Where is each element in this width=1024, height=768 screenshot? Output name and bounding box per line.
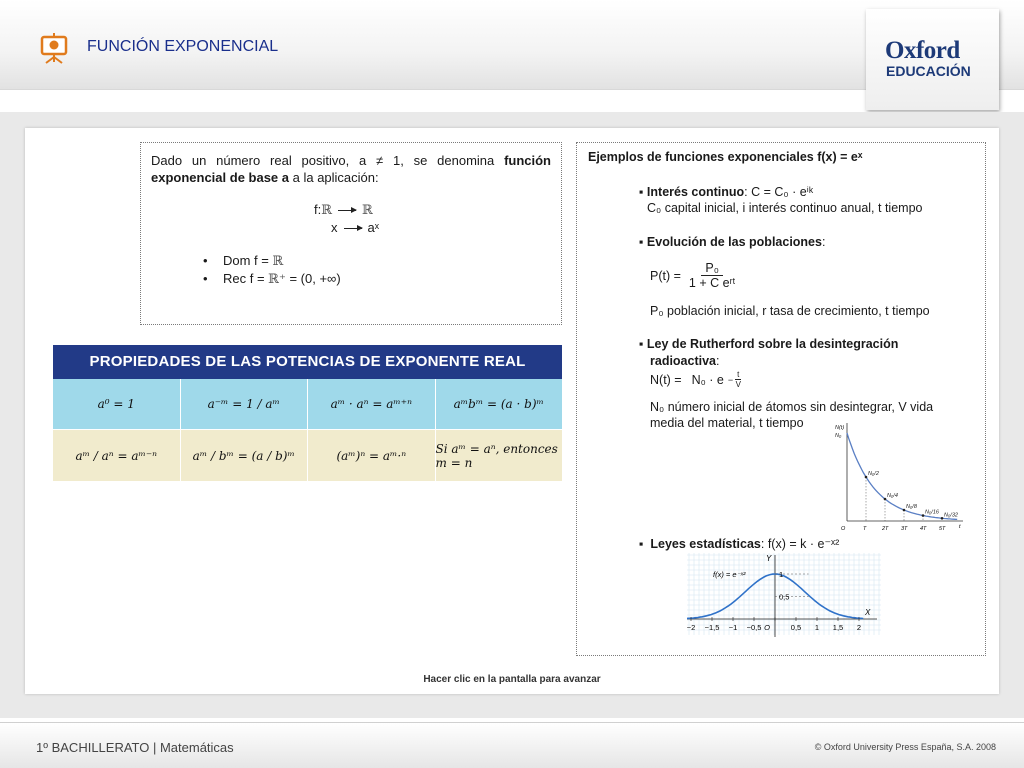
map-domain: ℝ	[321, 203, 333, 218]
nt-exp-den: V	[735, 380, 741, 389]
origin-label: O	[841, 526, 846, 532]
map-f-label: f:	[314, 202, 322, 217]
presentation-board-icon	[40, 32, 68, 64]
table-cell: aᵐ / bᵐ = (a / b)ᵐ	[181, 430, 309, 481]
point-label: N₀/8	[906, 504, 917, 510]
nt-exponent	[735, 370, 741, 389]
x-axis-label: X	[865, 608, 871, 617]
map-codomain: ℝ	[362, 203, 373, 218]
table-cell: Si aᵐ = aⁿ, entonces m = n	[435, 441, 558, 470]
x-tick-label: −1	[728, 623, 738, 632]
oxford-logo	[866, 9, 999, 110]
y-axis-label: N(t)	[835, 425, 845, 431]
map-ax: aˣ	[367, 220, 379, 235]
course-label: 1º BACHILLERATO | Matemáticas	[36, 740, 234, 755]
page-title: FUNCIÓN EXPONENCIAL	[87, 38, 279, 55]
gaussian-chart	[687, 553, 881, 645]
n0-label: N₀	[835, 433, 842, 439]
pt-formula	[650, 261, 735, 290]
rutherford-colon: :	[716, 354, 720, 368]
point-label: N₀/16	[925, 509, 939, 516]
point-label: N₀/4	[887, 493, 898, 499]
x-tick-label: 0,5	[790, 623, 802, 632]
x-tick-label: 3T	[901, 526, 908, 532]
leyes-formula: : f(x) = k · e⁻ˣ²	[760, 537, 840, 551]
point-label: N₀/32	[944, 512, 958, 519]
x-tick-label: 2T	[882, 526, 889, 532]
poblacion-colon: :	[821, 235, 826, 249]
rec-set: ℝ⁺	[268, 272, 286, 287]
table-cell: a⁰ = 1	[53, 379, 181, 430]
definition-text-post: a la aplicación:	[289, 170, 379, 185]
mapping-line-2	[331, 220, 379, 235]
x-tick-label: 1,5	[832, 623, 844, 632]
poblacion-label: Evolución de las poblaciones	[646, 235, 822, 249]
dom-value: ℝ	[272, 254, 284, 269]
logo-word: Oxford	[885, 37, 960, 64]
leyes-line	[639, 536, 839, 551]
interes-formula: : C = C₀ · eⁱᵏ	[744, 185, 814, 199]
pt-label: P(t) =	[650, 268, 681, 283]
table-cell: aᵐ · aⁿ = aᵐ⁺ⁿ	[308, 379, 436, 430]
rec-interval: = (0, +∞)	[289, 271, 341, 286]
copyright: © Oxford University Press España, S.A. 2008	[814, 742, 996, 752]
table-row	[53, 430, 562, 481]
map-x: x	[331, 220, 338, 235]
interes-label: Interés continuo	[646, 185, 745, 199]
poblacion-line	[639, 235, 825, 249]
x-tick-label: 5T	[939, 526, 946, 532]
table-cell: aᵐbᵐ = (a · b)ᵐ	[436, 379, 563, 430]
domain-range-list	[203, 252, 341, 288]
x-tick-label: 4T	[920, 526, 927, 532]
y-axis-label: Y	[766, 554, 772, 563]
definition-box	[140, 142, 562, 325]
examples-title: Ejemplos de funciones exponenciales f(x) = eˣ	[588, 150, 863, 164]
x-tick-label: −1,5	[704, 623, 720, 632]
arrow-right-icon	[344, 228, 362, 229]
poblacion-desc: P₀ población inicial, r tasa de crecimiento, t tiempo	[650, 304, 930, 318]
rec-label: Rec f =	[223, 271, 265, 286]
minus-sign: −	[727, 374, 734, 385]
mapping-line-1	[314, 202, 373, 218]
x-axis-label: t	[959, 524, 961, 530]
rutherford-label-2: radioactiva	[650, 354, 717, 368]
definition-text	[151, 152, 551, 186]
bullet-square-icon: ▪	[639, 235, 644, 249]
rutherford-desc-2: media del material, t tiempo	[650, 416, 804, 430]
bullet-square-icon: ▪	[639, 337, 644, 351]
data-point	[922, 514, 925, 517]
data-point	[884, 498, 887, 501]
data-point	[903, 509, 906, 512]
data-point	[865, 476, 868, 479]
nt-formula	[650, 370, 741, 389]
properties-table-heading: PROPIEDADES DE LAS POTENCIAS DE EXPONENTE REAL	[53, 345, 562, 379]
examples-box	[576, 142, 986, 656]
point-label: N₀/2	[868, 471, 879, 477]
nt-label: N(t) =	[650, 372, 682, 387]
arrow-right-icon	[338, 210, 356, 211]
x-tick-label: 1	[814, 623, 820, 632]
pt-numerator: P₀	[701, 261, 723, 276]
bullet-square-icon: ▪	[639, 537, 644, 551]
definition-text-bold: función exponencial de base a	[151, 153, 551, 185]
decay-curve	[847, 433, 957, 519]
x-tick-label: T	[863, 526, 867, 532]
table-cell: aᵐ / aⁿ = aᵐ⁻ⁿ	[53, 430, 181, 481]
bullet-square-icon: ▪	[639, 185, 644, 199]
nt-base: N₀ · e	[691, 372, 724, 387]
rutherford-label: Ley de Rutherford sobre la desintegración	[646, 337, 899, 351]
advance-hint[interactable]: Hacer clic en la pantalla para avanzar	[423, 674, 601, 685]
rutherford-desc-1: N₀ número inicial de átomos sin desintegrar, V vida	[650, 400, 934, 414]
pt-fraction	[689, 261, 735, 290]
x-tick-label: −2	[687, 623, 696, 632]
pt-denominator: 1 + C eʳᵗ	[688, 276, 736, 290]
logo-subtitle: EDUCACIÓN	[886, 63, 971, 79]
y-tick-label: 0,5	[779, 592, 790, 602]
list-item	[203, 270, 341, 288]
table-cell: a⁻ᵐ = 1 / aᵐ	[181, 379, 309, 430]
table-row	[53, 379, 562, 430]
list-item	[203, 252, 341, 270]
x-tick-label: −0,5	[746, 623, 762, 632]
x-tick-label: O	[764, 623, 770, 632]
nt-exp-num: t	[737, 370, 740, 379]
curve-legend: f(x) = e⁻ˣ²	[713, 570, 746, 579]
data-point	[941, 517, 944, 520]
table-cell: (aᵐ)ⁿ = aᵐ·ⁿ	[308, 430, 436, 481]
rutherford-line-2	[650, 354, 720, 368]
definition-text-pre: Dado un número real positivo, a ≠ 1, se denomina	[151, 153, 505, 168]
rutherford-line	[639, 337, 898, 351]
interes-line	[639, 184, 813, 199]
decay-chart	[833, 421, 967, 543]
x-tick-label: 2	[856, 623, 862, 632]
y-tick-label: 1	[779, 570, 784, 579]
interes-desc: C₀ capital inicial, i interés continuo anual, t tiempo	[647, 201, 923, 215]
dom-label: Dom f =	[223, 253, 269, 268]
leyes-label: Leyes estadísticas	[650, 537, 761, 551]
